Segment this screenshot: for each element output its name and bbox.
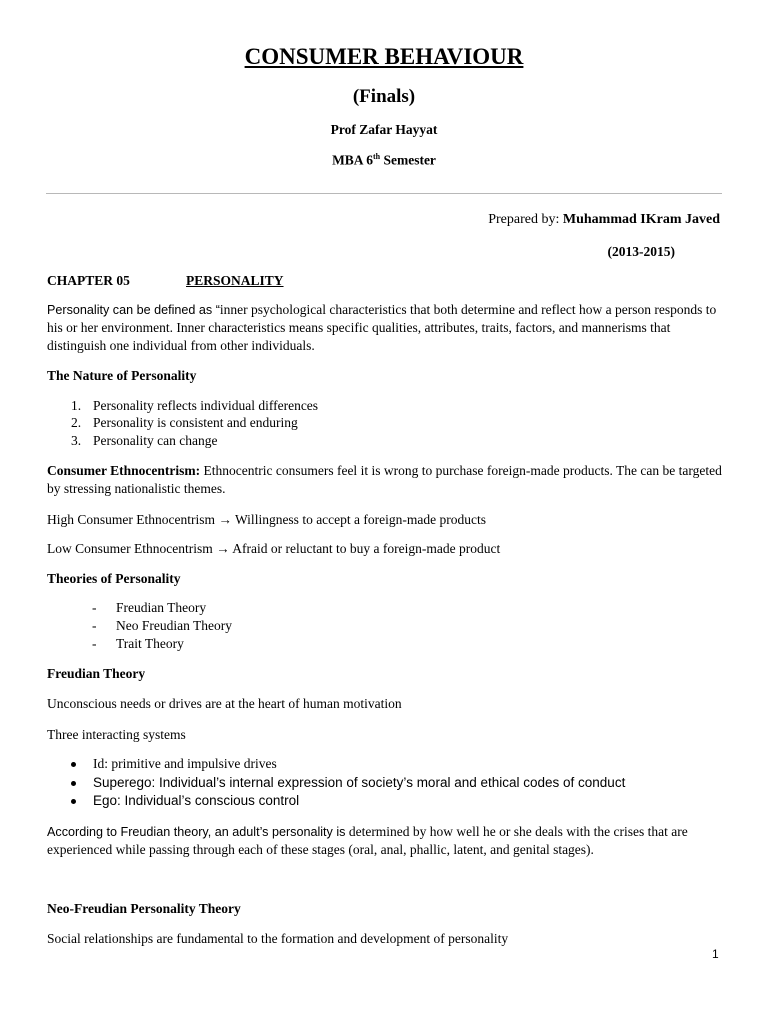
prepared-by-line: [488, 212, 720, 228]
list-text: Neo Freudian Theory: [116, 618, 232, 633]
list-item: [92, 636, 184, 652]
freudian-line-2: Three interacting systems: [47, 727, 186, 742]
nature-heading: The Nature of Personality: [47, 368, 197, 383]
list-marker: 1.: [71, 398, 82, 413]
bullet-icon: [71, 762, 76, 767]
ethnocentrism-term: Consumer Ethnocentrism:: [47, 463, 201, 478]
bullet-icon: [71, 781, 76, 786]
low-ethnocentrism: Low Consumer Ethnocentrism → Afraid or reluctant to buy a foreign-made product: [47, 541, 501, 556]
semester-line: [0, 152, 768, 169]
semester-superscript: th: [372, 152, 381, 161]
list-marker: -: [92, 618, 97, 633]
list-marker: 3.: [71, 433, 82, 448]
years-range: (2013-2015): [607, 244, 675, 259]
list-marker: -: [92, 636, 97, 651]
list-text: Trait Theory: [116, 636, 184, 651]
list-item: [71, 398, 319, 414]
intro-paragraph: [47, 301, 727, 355]
list-marker: -: [92, 600, 97, 615]
freudian-line-1: Unconscious needs or drives are at the heart of human motivation: [47, 696, 402, 711]
list-text: Personality is consistent and enduring: [93, 415, 298, 430]
list-text: Id: primitive and impulsive drives: [93, 756, 277, 771]
freudian-heading: Freudian Theory: [47, 666, 146, 681]
list-text: Superego: Individual’s internal expression of society’s moral and ethical codes of conduct: [93, 775, 626, 790]
list-item: [92, 618, 232, 634]
according-rest: determined by how well he or she deals with the crises that are experienced while passing through each of these stages (oral, anal, phallic, latent, and genital stages).: [47, 824, 688, 857]
bullet-icon: [71, 799, 76, 804]
intro-rest: inner psychological characteristics that both determine and reflect how a person responds to his or her environment. Inner characteristics means specific qualities, attributes, traits, factors, and mannerisms that distinguish one individual from other individuals.: [47, 302, 717, 353]
semester-suffix: Semester: [380, 152, 436, 168]
high-ethnocentrism: High Consumer Ethnocentrism → Willingness to accept a foreign-made products: [47, 512, 486, 527]
horizontal-rule: [46, 193, 722, 194]
list-text: Ego: Individual’s conscious control: [93, 793, 300, 808]
freudian-according-paragraph: [47, 823, 727, 859]
list-marker: 2.: [71, 415, 82, 430]
ethnocentrism-definition: Ethnocentric consumers feel it is wrong to purchase foreign-made products. The can be targeted by stressing nationalistic themes.: [47, 463, 722, 496]
professor-name: Prof Zafar Hayyat: [330, 122, 438, 137]
list-text: Freudian Theory: [116, 600, 207, 615]
neo-freudian-line-1: Social relationships are fundamental to the formation and development of personality: [47, 931, 509, 946]
list-item: [71, 415, 298, 431]
document-subtitle: (Finals): [352, 86, 416, 107]
theories-heading: Theories of Personality: [47, 571, 181, 586]
chapter-title: PERSONALITY: [186, 273, 284, 288]
document-title: CONSUMER BEHAVIOUR: [244, 44, 524, 69]
ethnocentrism-paragraph: [47, 462, 727, 498]
intro-lead: Personality can be defined as “: [47, 303, 220, 317]
list-text: Personality reflects individual differences: [93, 398, 319, 413]
list-item: [71, 433, 218, 449]
list-text: Personality can change: [93, 433, 218, 448]
semester-prefix: MBA 6: [332, 152, 373, 168]
according-lead: According to Freudian theory, an adult’s personality is: [47, 825, 346, 839]
list-item: [92, 600, 207, 616]
neo-freudian-heading: Neo-Freudian Personality Theory: [47, 901, 241, 916]
chapter-number: CHAPTER 05: [47, 273, 130, 288]
prepared-by-name: Muhammad IKram Javed: [562, 212, 720, 227]
page-number: 1: [712, 947, 719, 961]
prepared-by-label: Prepared by:: [488, 212, 563, 227]
